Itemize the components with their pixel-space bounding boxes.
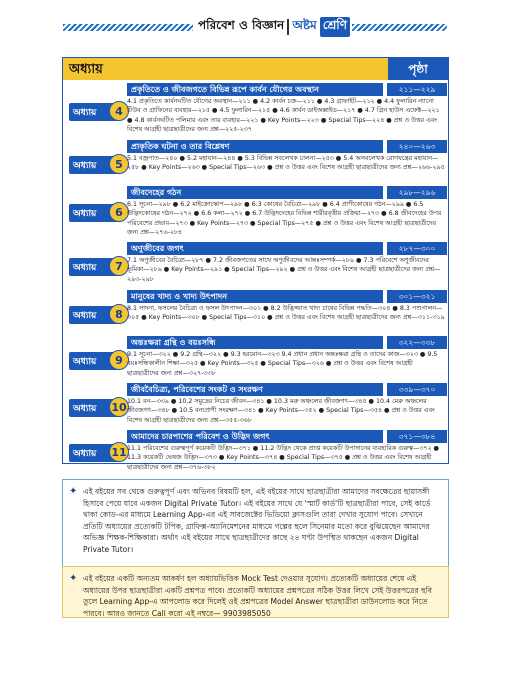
chapter-number: 9 (109, 350, 129, 370)
star-icon: ✦ (69, 573, 78, 584)
header-grade: শ্রেণি (320, 17, 350, 37)
header-hatch-left (63, 24, 193, 31)
mock-test-note (62, 566, 449, 618)
header-subject: পরিবেশ ও বিজ্ঞান (198, 18, 285, 32)
chapter-title[interactable]: অন্তঃক্ষরা গ্রন্থি ও বয়ঃসন্ধি (127, 336, 383, 349)
chapter-number: 7 (109, 256, 129, 276)
digital-tutor-note (62, 479, 449, 567)
chapter-number: 10 (109, 397, 129, 417)
chapter-topics: 9.1 সূচনা—৩২২ ● 9.2 গ্রন্থি—৩২২ ● 9.3 হরমোন—৩২৩ 9.4 প্রধান প্রধান অন্তঃক্ষরা গ্রন্থি ও তাদের কাজ—৩২৩ ● 9.5 বয়ঃসন্ধিকালীন শিক্ষা—৩২৫ ● Key Points—৩২৫ ● Special Tips—৩২৬ ● প্রশ্ন ও উত্তর এবং বিশেষ আগ্রহী ছাত্রছাত্রীদের জন্য প্রশ্ন—৩২৭-৩৩৮ (127, 351, 438, 377)
chapter-pages: ২৯৮—২৯৬ (387, 186, 447, 199)
chapter-number: 8 (109, 304, 129, 324)
chapter-title[interactable]: আমাদের চারপাশের পরিবেশ ও উদ্ভিদ জগৎ (127, 430, 383, 443)
chapter-badge: অধ্যায় 9 (69, 352, 121, 370)
chapter-title[interactable]: প্রকৃতিতে ও জীবজগতে বিভিন্ন রূপে কার্বন যৌগের অবস্থান (127, 83, 383, 96)
chapter-number: 4 (109, 101, 129, 121)
chapter-badge: অধ্যায় 5 (69, 156, 121, 174)
digital-tutor-text: এই বইয়ের সব থেকে গুরুত্বপূর্ণ এবং অভিনব বিষয়টি হল, এই বইয়ের সাথে ছাত্রছাত্রীরা আমাদের সবক্ষেত্রের ছায়াসঙ্গী হিসাবে পেয়ে যাবে একজন Digital Private Tutor। এই বইয়ের সাথে যে 'স্মার্ট কার্ড'টি ছাত্রছাত্রীরা পাবে, সেই কার্ডে থাকা কোড-এর মাধ্যমে Learning App-এর এই সাবজেক্টের ভিডিয়ো ক্লাসগুলি তারা দেখার সুযোগ পাবে। সেখানে প্রতিটি অধ্যায়ের প্রত্যেকটি টপিক, গ্রাফিক্স-অ্যানিমেশনের মাধ্যমে গল্পের ছলে সিনেমার মতো করে বুঝিয়েছেন আমাদের অভিজ্ঞ শিক্ষক-শিক্ষিকারা। অর্থাৎ এই বইয়ের সাথে ছাত্রছাত্রীদের কাছে ২৪ ঘণ্টা উপস্থিত থাকছেন একজন Digital Private Tutor। (83, 487, 431, 554)
chapter-title[interactable]: মানুষের খাদ্য ও খাদ্য উৎপাদন (127, 290, 383, 303)
chapter-pages: ৩০১—৩২১ (387, 290, 447, 303)
star-icon: ✦ (69, 486, 78, 497)
chapter-topics: 7.1 অণুজীবের বৈচিত্র্য—২৮৭ ● 7.2 জীবজগতের সাথে অণুজীবদের আন্তঃসম্পর্ক—২৮৯ ● 7.3 পরিবেশে অণুজীবদের ভূমিকা—২৮৯ ● Key Points—২৯১ ● Special Tips—২৯২ ● প্রশ্ন ও উত্তর এবং বিশেষ আগ্রহী ছাত্রছাত্রীদের জন্য প্রশ্ন—২৯৩-২৯৮ (127, 257, 441, 283)
chapter-topics: 10.1 বন—৩৩৯ ● 10.2 সমুদ্রের নিচের জীবন—৩৪১ ● 10.3 মরু অঞ্চলের জীবজগৎ—৩৪৫ ● 10.4 মেরু অঞ্চলের জীবজগৎ—৩৪৮ ● 10.5 বন্যপ্রাণী সংরক্ষণ—৩৪১ ● Key Points—৩৫২ ● Special Tips—৩৫৪ ● প্রশ্ন ও উত্তর এবং বিশেষ আগ্রহী ছাত্রছাত্রীদের জন্য প্রশ্ন—৩৫৫-৩৬৮ (127, 398, 435, 424)
chapter-pages: ২১১—২২৯ (387, 83, 447, 96)
chapter-topics: 4.1 প্রকৃতিতে কার্বনঘটিত যৌগের অবস্থান—২১১ ● 4.2 কার্বন চক্র—২১১ ● 4.3 গ্রাফাইট—২১২ ● 4.4 ফুলারিন ন্যানো টিউব ও গ্রাফিনের ব্যবহার—২১৫ ● 4.5 ফুলারিন—২১৫ ● 4.6 কার্বন ডাইঅক্সাইড—২১৭ ● 4.7 গ্রিন হাউস এফেক্ট—২২১ ● 4.8 কার্বনঘটিত পলিমার এবং তার ব্যবহার—২২১ ● Key Points—২২৩ ● Special Tips—২২৪ ● প্রশ্ন ও উত্তর এবং বিশেষ আগ্রহী ছাত্রছাত্রীদের জন্য প্রশ্ন—২২৫-২৩৭ (127, 98, 440, 133)
contents-header (63, 58, 448, 80)
chapter-badge: অধ্যায় 8 (69, 306, 121, 324)
chapter-badge: অধ্যায় 6 (69, 204, 121, 222)
header-separator (287, 19, 289, 35)
chapter-pages: ৩৩৯—৩৭০ (387, 383, 447, 396)
chapter-badge: অধ্যায় 10 (69, 399, 121, 417)
chapter-number: 11 (109, 442, 129, 462)
chapter-topics: 5.1 বজ্রপাত—২৪০ ● 5.2 মহাযান—২৪৪ ● 5.3 বিভিন্ন সবলেখক চালনা—২৫৩ ● 5.4 অসবলেখক রোগযন্ত্রের মহাযান—২৫৮ ● Key Points—২৬৩ ● Special Tips—২৬৩ ● প্রশ্ন ও উত্তর এবং বিশেষ আগ্রহী ছাত্রছাত্রীদের জন্য প্রশ্ন—২৬৬-২৯৫ (127, 155, 445, 172)
chapter-badge: অধ্যায় 7 (69, 258, 121, 276)
chapter-title[interactable]: অণুজীবের জগৎ (127, 242, 383, 255)
chapter-title[interactable]: প্রাকৃতিক ঘটনা ও তার বিশ্লেষণ (127, 140, 383, 153)
chapter-topics: 6.1 সূচনা—২৯৮ ● 6.2 মাইক্রোস্কোপ—২৯৮ ● 6.3 কোষের বৈচিত্র্য—২৯৮ ● 6.4 প্রাণীকোষের গঠন—২৯৯ ● 6.5 উদ্ভিদকোষের গঠন—২৭২ ● 6.6 কলা—২৭২ ● 6.7 উদ্ভিদদেহের বিভিন্ন শারীরবৃত্তীয় প্রক্রিয়া—২৭৩ ● 6.8 জীবদেহের উপর পরিবেশের প্রভাব—২৭৩ ● Key Points—২৭৩ ● Special Tips—২৭৫ ● প্রশ্ন ও উত্তর এবং বিশেষ আগ্রহী ছাত্রছাত্রীদের জন্য প্রশ্ন—২৭৬-২৮৪ (127, 201, 442, 236)
chapter-badge: অধ্যায় 4 (69, 103, 121, 121)
chapter-title[interactable]: জীবদেহের গঠন (127, 186, 383, 199)
page-column-header: পৃষ্ঠা (388, 58, 448, 80)
chapter-number: 6 (109, 202, 129, 222)
chapter-pages: ২৮৭—৩০০ (387, 242, 447, 255)
chapter-badge: অধ্যায় 11 (69, 444, 121, 462)
chapter-topics: 11.1 পরিবেশের গুরুত্বপূর্ণ কয়েকটি উদ্ভিদ—৩৭১ ● 11.2 উদ্ভিদ থেকে প্রাপ্ত কয়েকটি উপাদানের ব্যবহারিক গুরুত্ব—৩৭২ ● 11.3 কয়েকটি ভেষজ উদ্ভিদ—৩৭৩ ● Key Points—৩৭৪ ● Special Tips—৩৭৫ ● প্রশ্ন ও উত্তর এবং বিশেষ আগ্রহী ছাত্রছাত্রীদের জন্য প্রশ্ন—৩৭৬-৩৮২ (127, 445, 440, 471)
header-class: অষ্টম (292, 18, 317, 32)
mock-test-text: এই বইয়ের একটি অন্যতম আকর্ষণ হল অধ্যায়ভিত্তিক Mock Test দেওয়ার সুযোগ। প্রত্যেকটি অধ্যায়ের শেষে এই অধ্যায়ের উপর ছাত্রছাত্রীরা একটি প্রশ্নপত্র পাবে। প্রত্যেকটি অধ্যায়ের প্রশ্নপত্রের সঠিক উত্তর লিখে সেই উত্তরপত্রের ছবি তুলে Learning App-এ আপলোড করে দিলেই ওই প্রশ্নপত্রের Model Answer ছাত্রছাত্রীরা ডাউনলোড করে নিতে পারবে। আরও জানতে Call করো এই নম্বরে— 9903985050 (83, 574, 432, 618)
chapter-column-header: অধ্যায় (69, 62, 103, 77)
header-hatch-right (352, 24, 447, 31)
page-header (198, 15, 350, 39)
chapter-number: 5 (109, 154, 129, 174)
chapter-title[interactable]: জীববৈচিত্র্য, পরিবেশের সংকট ও সংরক্ষণ (127, 383, 383, 396)
chapter-topics: 8.1 সাদনা, ফসলের বৈচিত্র্য ও ফসল উৎপাদন—৩০১ ● 8.2 উদ্ভিজ্জাত খাদ্য চাষের বিভিন্ন পদ্ধতি—৩০৪ ● 8.3 পশুপালন—৩০৫ ● Key Points—৩০৮ ● Special Tips—৩১০ ● প্রশ্ন ও উত্তর এবং বিশেষ আগ্রহী ছাত্রছাত্রীদের জন্য প্রশ্ন—৩১১-৩১৯ (127, 305, 445, 322)
chapter-pages: ২৪০—২৬৩ (387, 140, 447, 153)
chapter-pages: ৩২২—৩৩৮ (387, 336, 447, 349)
chapter-pages: ৩৭১—৩৮৪ (387, 430, 447, 443)
contents-table (62, 57, 449, 471)
